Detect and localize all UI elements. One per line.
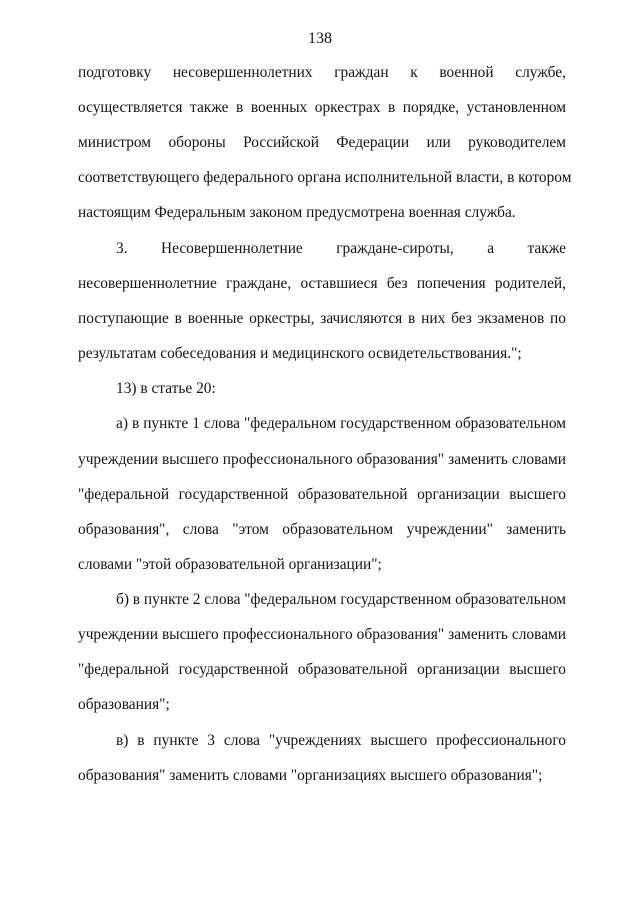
text-line: настоящим Федеральным законом предусмотрена военная служба. xyxy=(78,204,516,221)
text-line: словами "этой образовательной организации"; xyxy=(78,556,382,573)
page-number: 138 xyxy=(308,30,332,47)
text-line: в) в пункте 3 слова "учреждениях высшего профессионального xyxy=(116,732,566,749)
text-line: поступающие в военные оркестры, зачисляются в них без экзаменов по xyxy=(78,310,566,327)
text-line: 13) в статье 20: xyxy=(116,380,216,397)
text-line: подготовку несовершеннолетних граждан к военной службе, xyxy=(78,64,566,81)
text-line: 3. Несовершеннолетние граждане-сироты, а также xyxy=(116,240,566,257)
text-line: результатам собеседования и медицинского освидетельствования."; xyxy=(78,345,522,362)
text-line: министром обороны Российской Федерации или руководителем xyxy=(78,134,566,151)
text-line: осуществляется также в военных оркестрах в порядке, установленном xyxy=(78,99,566,116)
text-line: "федеральной государственной образовательной организации высшего xyxy=(78,486,566,503)
text-line: учреждении высшего профессионального образования" заменить словами xyxy=(78,451,566,468)
text-line: а) в пункте 1 слова "федеральном государственном образовательном xyxy=(116,415,566,432)
text-line: несовершеннолетние граждане, оставшиеся без попечения родителей, xyxy=(78,275,566,292)
text-line: "федеральной государственной образовательной организации высшего xyxy=(78,661,566,678)
text-line: образования"; xyxy=(78,696,170,713)
text-line: образования" заменить словами "организациях высшего образования"; xyxy=(78,767,543,784)
text-line: образования", слова "этом образовательном учреждении" заменить xyxy=(78,521,566,538)
text-line: соответствующего федерального органа исполнительной власти, в котором xyxy=(78,169,572,186)
text-line: б) в пункте 2 слова "федеральном государственном образовательном xyxy=(116,591,567,608)
text-line: учреждении высшего профессионального образования" заменить словами xyxy=(78,626,566,643)
